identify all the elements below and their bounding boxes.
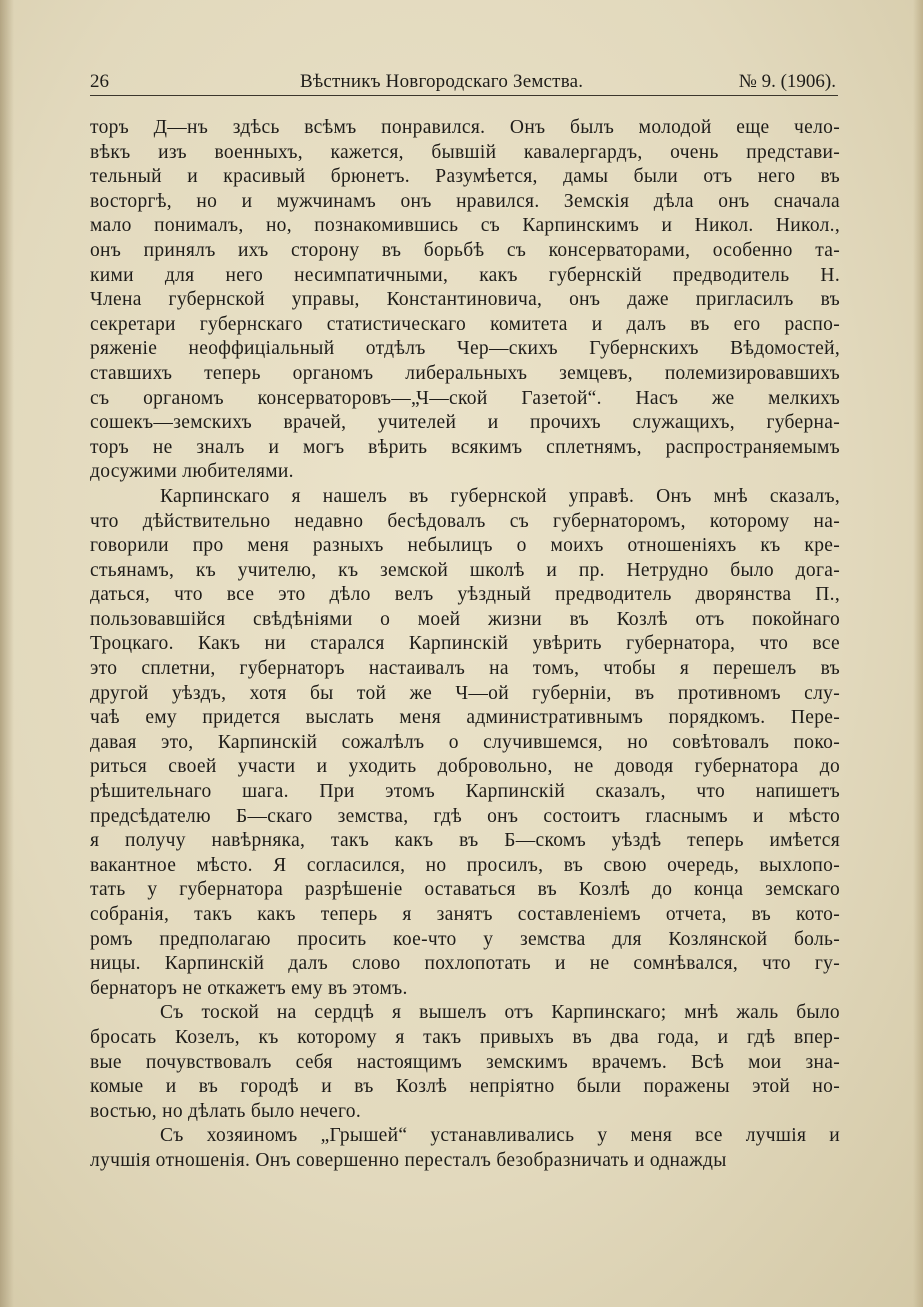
paragraph — [90, 1124, 840, 1173]
text-line: восторгѣ, но и мужчинамъ онъ нравился. Земскія дѣла онъ сначала — [90, 190, 840, 212]
text-line: мало понималъ, но, познакомившись съ Карпинскимъ и Никол. Никол., — [90, 215, 840, 237]
text-line: что дѣйствительно недавно бесѣдовалъ съ губернаторомъ, которому на- — [90, 510, 840, 532]
text-line: кими для него несимпатичными, какъ губернскій предводитель Н. — [90, 264, 840, 286]
text-line: съ органомъ консерваторовъ—„Ч—ской Газетой“. Насъ же мелкихъ — [90, 387, 840, 409]
text-line: вые почувствовалъ себя настоящимъ земскимъ врачемъ. Всѣ мои зна- — [90, 1051, 840, 1073]
text-line: рѣшительнаго шага. При этомъ Карпинскій сказалъ, что напишетъ — [90, 781, 840, 803]
page-number: 26 — [90, 71, 109, 92]
text-line: предсѣдателю Б—скаго земства, гдѣ онъ состоитъ гласнымъ и мѣсто — [90, 805, 840, 827]
paragraph — [90, 1001, 840, 1124]
text-line: лучшія отношенія. Онъ совершенно пересталъ безобразничать и однажды — [90, 1149, 727, 1171]
text-line: вѣкъ изъ военныхъ, кажется, бывшій кавалергардъ, очень представи- — [90, 141, 840, 163]
text-line: это сплетни, губернаторъ настаивалъ на томъ, чтобы я перешелъ въ — [90, 658, 840, 680]
text-line: секретари губернскаго статистическаго комитета и далъ въ его распо- — [90, 313, 840, 335]
text-line: тельный и красивый брюнетъ. Разумѣется, дамы были отъ него въ — [90, 166, 840, 188]
text-line: даться, что все это дѣло велъ уѣздный предводитель дворянства П., — [90, 584, 840, 606]
text-line: бернаторъ не откажетъ ему въ этомъ. — [90, 977, 408, 999]
journal-title: Вѣстникъ Новгородскаго Земства. — [300, 71, 584, 92]
text-line: Съ тоской на сердцѣ я вышелъ отъ Карпинскаго; мнѣ жаль было — [160, 1002, 840, 1024]
text-line: ницы. Карпинскій далъ слово похлопотать и не сомнѣвался, что гу- — [90, 953, 840, 975]
text-line: чаѣ ему придется выслать меня административнымъ порядкомъ. Пере- — [90, 707, 840, 729]
text-line: Карпинскаго я нашелъ въ губернской управѣ. Онъ мнѣ сказалъ, — [160, 485, 840, 507]
text-line: бросать Козелъ, къ которому я такъ привыхъ въ два года, и гдѣ впер- — [90, 1026, 840, 1048]
paragraph — [90, 116, 840, 485]
text-line: онъ принялъ ихъ сторону въ борьбѣ съ консерваторами, особенно та- — [90, 239, 840, 261]
text-line: Члена губернской управы, Константиновича, онъ даже пригласилъ въ — [90, 289, 840, 311]
text-line: досужими любителями. — [90, 461, 294, 483]
paragraph — [90, 485, 840, 1001]
text-line: стьянамъ, къ учителю, къ земской школѣ и пр. Нетрудно было дога- — [90, 559, 840, 581]
text-line: говорили про меня разныхъ небылицъ о моихъ отношеніяхъ къ кре- — [90, 535, 840, 557]
text-line: собранія, такъ какъ теперь я занятъ составленіемъ отчета, въ кото- — [90, 904, 840, 925]
text-line: востью, но дѣлать было нечего. — [90, 1100, 362, 1122]
text-line: ставшихъ теперь органомъ либеральныхъ земцевъ, полемизировавшихъ — [90, 362, 840, 384]
text-line: ряженіе неоффиціальный отдѣлъ Чер—скихъ Губернскихъ Вѣдомостей, — [90, 338, 840, 360]
text-line: комые и въ городѣ и въ Козлѣ непріятно были поражены этой но- — [90, 1076, 840, 1098]
header-rule — [90, 95, 838, 96]
text-line: Троцкаго. Какъ ни старался Карпинскій увѣрить губернатора, что все — [90, 633, 840, 655]
text-line: я получу навѣрняка, такъ какъ въ Б—скомъ уѣздѣ теперь имѣется — [90, 830, 840, 852]
text-line: другой уѣздъ, хотя бы той же Ч—ой губерніи, въ противномъ слу- — [90, 682, 840, 704]
issue-number: № 9. (1906). — [738, 71, 836, 92]
page-edge-left — [0, 0, 14, 1307]
text-line: ромъ предполагаю просить кое-что у земства для Козлянской боль- — [90, 928, 840, 950]
text-line: пользовавшійся свѣдѣніями о моей жизни въ Козлѣ отъ покойнаго — [90, 608, 840, 630]
text-line: давая это, Карпинскій сожалѣлъ о случившемся, но совѣтовалъ поко- — [90, 731, 840, 753]
page-edge-right — [913, 0, 923, 1307]
text-line: тать у губернатора разрѣшеніе оставаться въ Козлѣ до конца земскаго — [90, 879, 840, 901]
text-line: торъ не зналъ и могъ вѣрить всякимъ сплетнямъ, распространяемымъ — [90, 436, 840, 458]
text-line: вакантное мѣсто. Я согласился, но просилъ, въ свою очередь, выхлопо- — [90, 854, 840, 876]
article-body — [90, 116, 840, 1174]
running-header — [90, 66, 838, 96]
text-line: Съ хозяиномъ „Грышей“ устанавливались у меня все лучшія и — [160, 1125, 840, 1147]
text-line: риться своей участи и уходить добровольно, не доводя губернатора до — [90, 756, 840, 778]
text-line: торъ Д—нъ здѣсь всѣмъ понравился. Онъ былъ молодой еще чело- — [90, 117, 840, 138]
text-line: сошекъ—земскихъ врачей, учителей и прочихъ служащихъ, губерна- — [90, 412, 840, 434]
